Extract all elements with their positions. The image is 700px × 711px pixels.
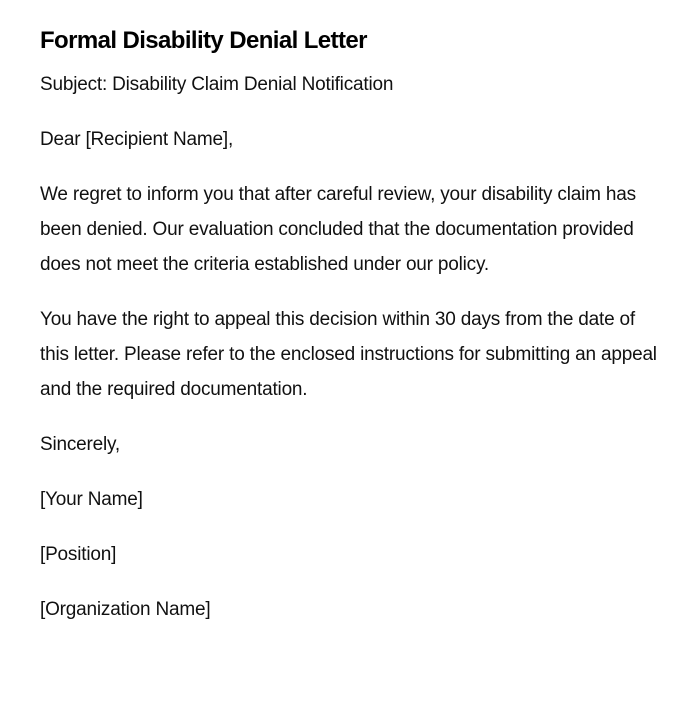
signature-position: [Position] [40, 544, 117, 565]
body-paragraph-appeal: You have the right to appeal this decision within 30 days from the date of this letter. Please refer to the enclosed instructions for submitting an appeal and the required documentation. [40, 309, 657, 400]
signature-name: [Your Name] [40, 489, 143, 510]
document-title: Formal Disability Denial Letter [40, 27, 367, 54]
closing: Sincerely, [40, 434, 121, 455]
body-paragraph-denial: We regret to inform you that after careful review, your disability claim has been denied. Our evaluation concluded that the documentation provided does not meet the criteria established under our policy. [40, 184, 636, 275]
subject-line: Subject: Disability Claim Denial Notification [40, 74, 394, 95]
signature-organization: [Organization Name] [40, 599, 211, 620]
salutation: Dear [Recipient Name], [40, 129, 234, 150]
